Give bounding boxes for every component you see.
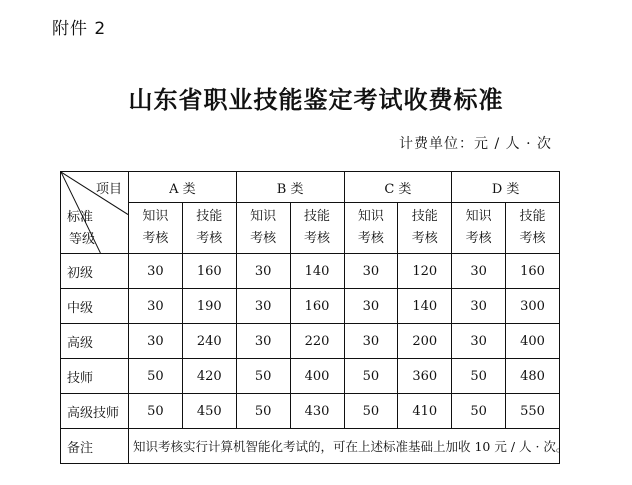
fee-cell: 30 — [129, 289, 183, 324]
fee-cell: 50 — [236, 394, 290, 429]
table-row — [61, 324, 560, 359]
fee-table — [60, 171, 569, 464]
subheader-a-knowledge: 知识 考核 — [129, 203, 183, 254]
fee-cell: 160 — [290, 289, 344, 324]
row-level-label: 技师 — [61, 359, 129, 394]
billing-unit: 计费单位：元 / 人 · 次 — [399, 136, 552, 152]
fee-cell: 50 — [344, 359, 398, 394]
category-header-b: B 类 — [236, 172, 344, 203]
fee-cell: 300 — [506, 289, 560, 324]
category-header-a: A 类 — [129, 172, 237, 203]
fee-cell: 550 — [506, 394, 560, 429]
table-row — [61, 394, 560, 429]
fee-cell: 50 — [129, 359, 183, 394]
fee-cell: 410 — [398, 394, 452, 429]
fee-cell: 30 — [236, 289, 290, 324]
note-text: 知识考核实行计算机智能化考试的，可在上述标准基础上加收 10 元 / 人 · 次。 — [129, 429, 560, 464]
subheader-c-skill: 技能 考核 — [398, 203, 452, 254]
fee-cell: 160 — [182, 254, 236, 289]
fee-cell: 50 — [129, 394, 183, 429]
corner-item-label: 项目 — [95, 182, 122, 197]
subheader-d-skill: 技能 考核 — [506, 203, 560, 254]
fee-cell: 420 — [182, 359, 236, 394]
fee-cell: 160 — [506, 254, 560, 289]
fee-cell: 30 — [129, 324, 183, 359]
fee-cell: 140 — [290, 254, 344, 289]
fee-cell: 30 — [344, 324, 398, 359]
subheader-c-knowledge: 知识 考核 — [344, 203, 398, 254]
fee-cell: 30 — [129, 254, 183, 289]
attachment-label: 附件 2 — [52, 19, 107, 39]
subheader-b-knowledge: 知识 考核 — [236, 203, 290, 254]
fee-cell: 400 — [506, 324, 560, 359]
table-row — [61, 254, 560, 289]
table-row — [61, 359, 560, 394]
row-level-label: 中级 — [61, 289, 129, 324]
fee-cell: 30 — [236, 254, 290, 289]
fee-cell: 50 — [452, 394, 506, 429]
fee-cell: 50 — [452, 359, 506, 394]
fee-cell: 400 — [290, 359, 344, 394]
fee-cell: 30 — [452, 324, 506, 359]
page-title: 山东省职业技能鉴定考试收费标准 — [128, 85, 504, 114]
corner-standard-label: 标准 — [67, 210, 94, 225]
fee-cell: 30 — [344, 289, 398, 324]
fee-cell: 240 — [182, 324, 236, 359]
category-header-d: D 类 — [452, 172, 560, 203]
fee-cell: 190 — [182, 289, 236, 324]
fee-cell: 30 — [344, 254, 398, 289]
fee-cell: 360 — [398, 359, 452, 394]
corner-level-label: 等级 — [69, 232, 96, 247]
subheader-b-skill: 技能 考核 — [290, 203, 344, 254]
corner-header-cell — [61, 172, 129, 254]
fee-cell: 30 — [236, 324, 290, 359]
fee-cell: 50 — [344, 394, 398, 429]
fee-cell: 30 — [452, 289, 506, 324]
fee-cell: 50 — [236, 359, 290, 394]
subheader-d-knowledge: 知识 考核 — [452, 203, 506, 254]
table-row — [61, 289, 560, 324]
fee-cell: 480 — [506, 359, 560, 394]
row-level-label: 高级技师 — [61, 394, 129, 429]
fee-cell: 430 — [290, 394, 344, 429]
fee-cell: 120 — [398, 254, 452, 289]
row-level-label: 初级 — [61, 254, 129, 289]
fee-cell: 200 — [398, 324, 452, 359]
note-label: 备注 — [61, 429, 129, 464]
category-header-c: C 类 — [344, 172, 452, 203]
row-level-label: 高级 — [61, 324, 129, 359]
fee-cell: 450 — [182, 394, 236, 429]
fee-cell: 30 — [452, 254, 506, 289]
subheader-a-skill: 技能 考核 — [182, 203, 236, 254]
fee-cell: 140 — [398, 289, 452, 324]
fee-cell: 220 — [290, 324, 344, 359]
